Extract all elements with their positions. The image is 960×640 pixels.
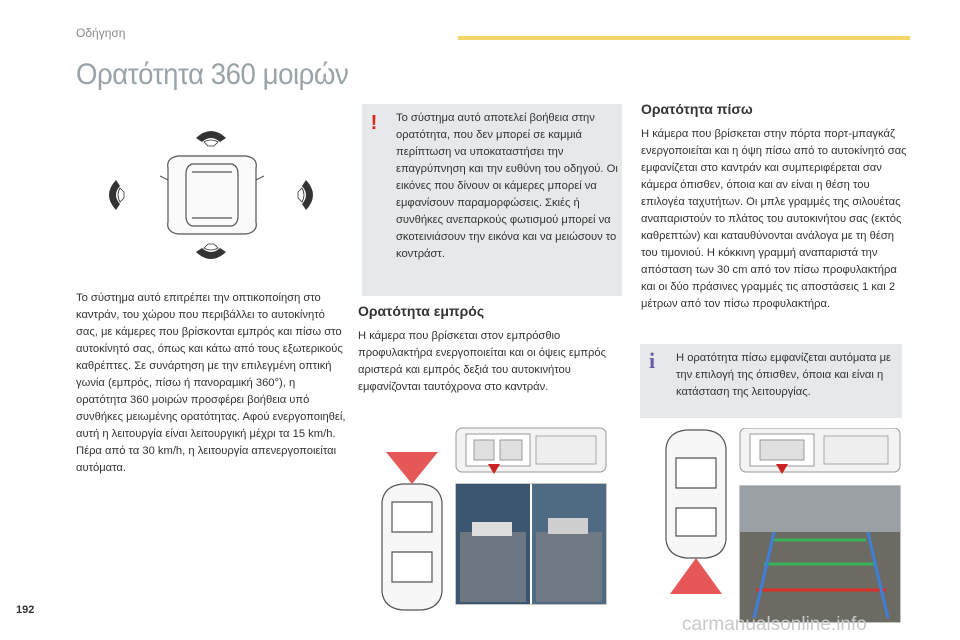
header-accent-rule	[458, 36, 910, 40]
watermark: carmanualsonline.info	[682, 614, 867, 635]
info-text: Η ορατότητα πίσω εμφανίζεται αυτόματα με την επιλογή της όπισθεν, όποια και είναι η κατάσταση της λειτουργίας.	[676, 352, 892, 398]
dashboard-screen-icon	[740, 428, 900, 472]
info-box	[640, 344, 902, 418]
warning-icon: !	[370, 112, 378, 134]
info-icon: i	[648, 348, 656, 373]
intro-paragraph: Το σύστημα αυτό επιτρέπει την οπτικοποίηση στο καντράν, του χώρου που περιβάλλει το αυτοκίνητό σας, με κάμερες που βρίσκονται εμπρός και πίσω στο αυτοκίνητό σας, όπως και κάτω από τους εξωτερικούς καθρέπτες. Σε συνάρτηση με την επιλεγμένη οπτική γωνία (εμπρός, πίσω ή πανοραμική 360°), η ορατότητα 360 μοιρών προσφέρει βοήθεια υπό συνθήκες μειωμένης ορατότητας. Αφού ενεργοποιηθεί, αυτή η λειτουργία είναι λειτουργική μέχρι τα 15 km/h. Πέρα από τα 30 km/h, η λειτουργία απενεργοποιείται αυτόματα.	[76, 292, 346, 474]
rear-visibility-heading: Ορατότητα πίσω	[641, 101, 753, 117]
front-visibility-text: Η κάμερα που βρίσκεται στον εμπρόσθιο προφυλακτήρα ενεργοποιείται και οι όψεις εμπρός αριστερά και εμπρός δεξιά του αυτοκινήτου εμφανίζονται ταυτόχρονα στο καντράν.	[358, 330, 607, 393]
front-camera-icon	[196, 131, 226, 146]
left-mirror-camera-icon	[109, 180, 124, 210]
rear-view-illustration	[656, 428, 904, 628]
page-number: 192	[16, 604, 35, 616]
camera-cone	[670, 558, 722, 594]
right-mirror-camera-icon	[298, 180, 313, 210]
dashboard-screen-icon	[456, 428, 606, 472]
front-visibility-heading: Ορατότητα εμπρός	[358, 303, 485, 319]
rear-camera-icon	[196, 244, 226, 259]
warning-box	[362, 104, 622, 296]
section-label: Οδήγηση	[76, 26, 126, 40]
camera-split-screen	[456, 484, 606, 604]
car-top-view	[160, 156, 264, 234]
rear-visibility-text: Η κάμερα που βρίσκεται στην πόρτα πορτ-μπαγκάζ ενεργοποιείται και η όψη πίσω από το αυτοκίνητό σας εμφανίζεται στο καντράν και συμπεριφέρεται σαν κάμερα όπισθεν, όποια και αν είναι η θέση του επιλογέα ταχυτήτων. Οι μπλε γραμμές της σιλουέτας αναπαριστούν το πλάτος του αυτοκινήτου σας (εκτός καθρεπτών) και καταυθύνονται ανάλογα με τη θέση του τιμονιού. Η κόκκινη γραμμή αναπαριστά την απόσταση των 30 cm από τον πίσω προφυλακτήρα και οι δύο πράσινες γραμμές τις αποστάσεις 1 και 2 μέτρων από τον πίσω προφυλακτήρα.	[641, 128, 907, 310]
camera-cone	[386, 452, 438, 484]
warning-text: Το σύστημα αυτό αποτελεί βοήθεια στην ορατότητα, που δεν μπορεί σε καμμιά περίπτωση να υποκαταστήσει την επαγρύπνηση και την ευθύνη του οδηγού. Οι εικόνες που δίνουν οι κάμερες μπορεί να εμφανίσουν παραμορφώσεις. Σκιές ή συνθήκες ανεπαρκούς φωτισμού μπορεί να σκοτεινιάσουν την εικόνα και να μειώσουν το κοντράστ.	[396, 112, 618, 260]
car-rear-icon	[666, 430, 726, 558]
front-view-illustration	[376, 422, 616, 622]
car-front-icon	[382, 484, 442, 610]
page-title: Ορατότητα 360 μοιρών	[76, 58, 349, 91]
rear-camera-screen	[740, 486, 900, 622]
car-top-view-illustration	[96, 118, 326, 268]
